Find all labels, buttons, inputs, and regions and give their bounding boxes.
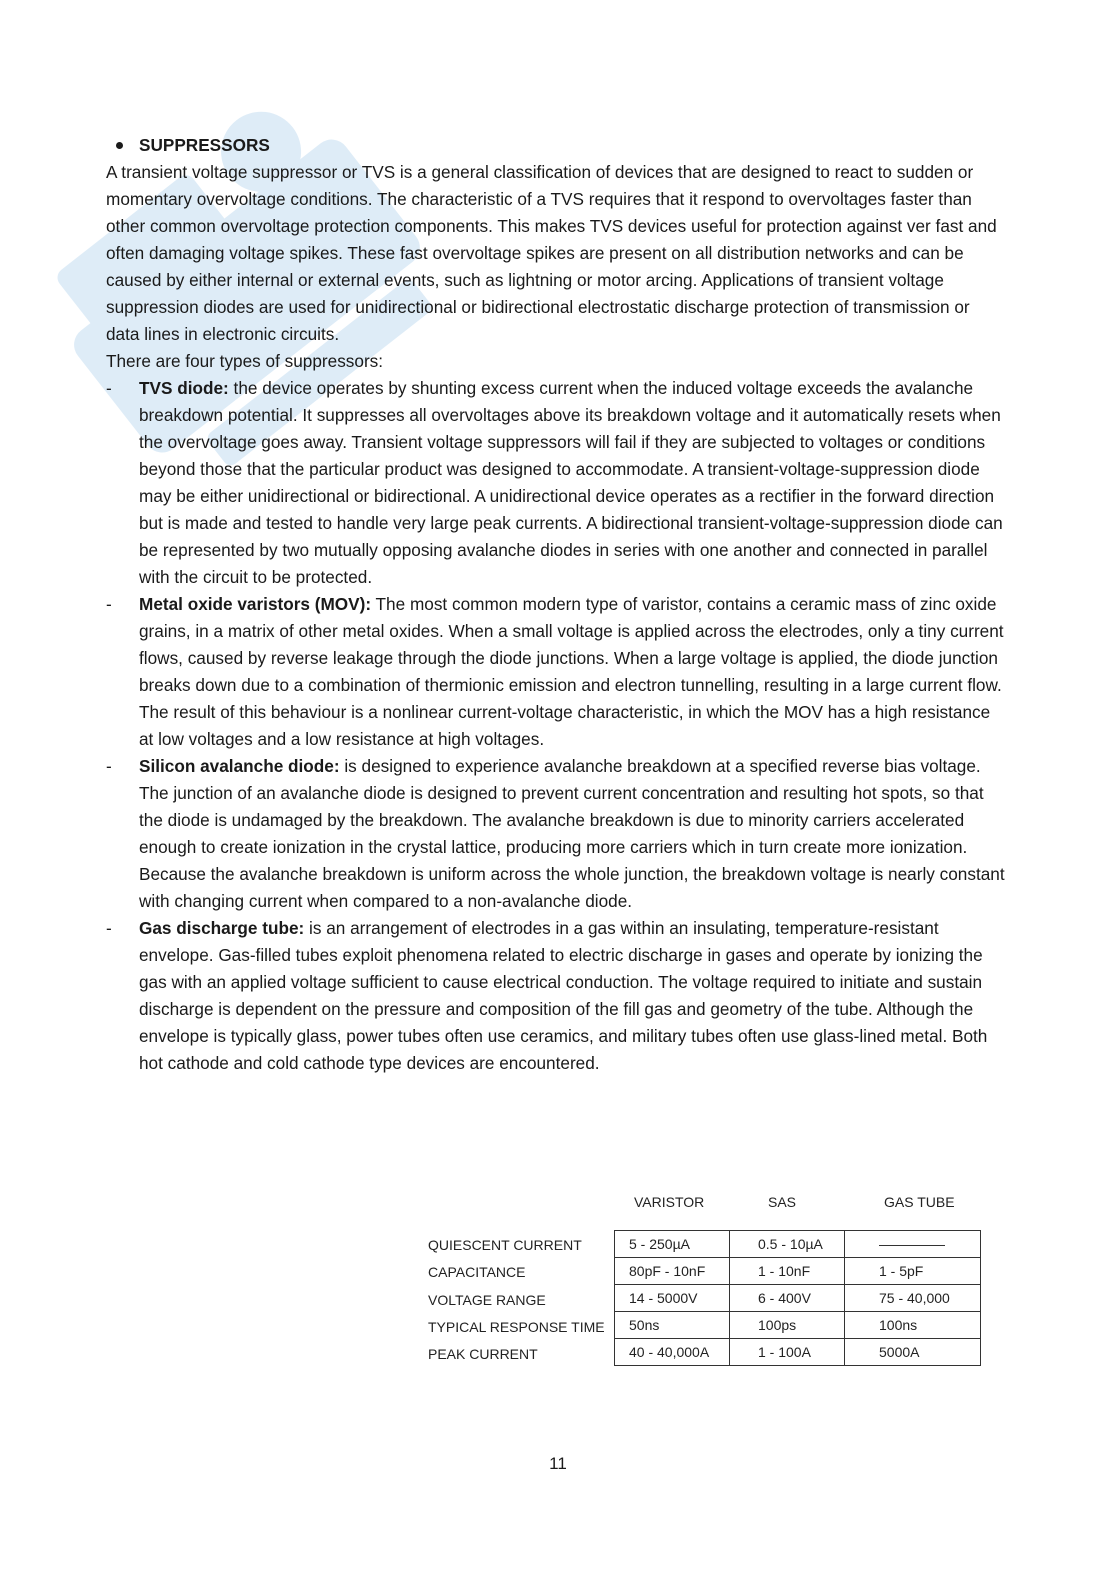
table-cell: 100ps	[730, 1312, 845, 1339]
column-header-sas: SAS	[768, 1194, 797, 1210]
dash-icon: -	[106, 756, 112, 776]
table-row	[615, 1339, 981, 1366]
intro-paragraph: A transient voltage suppressor or TVS is a general classification of devices that are designed to react to sudden or momentary overvoltage conditions. The characteristic of a TVS requires that it respond to overvoltages faster than other common overvoltage protection components. This makes TVS devices useful for protection against ver fast and often damaging voltage spikes. These fast overvoltage spikes are present on all distribution networks and can be caused by either internal or external events, such as lightning or motor arcing. Applications of transient voltage suppression diodes are used for unidirectional or bidirectional electrostatic discharge protection of transmission or data lines in electronic circuits.	[106, 162, 997, 344]
table-cell: 1 - 5pF	[845, 1258, 981, 1285]
description: the device operates by shunting excess current when the induced voltage exceeds the avalanche breakdown potential. It suppresses all overvoltages above its breakdown voltage and it automatically resets when the overvoltage goes away. Transient voltage suppressors will fail if they are subjected to voltages or conditions beyond those that the particular product was designed to accommodate. A transient-voltage-suppression diode may be either unidirectional or bidirectional. A unidirectional device operates as a rectifier in the forward direction but is made and tested to handle very large peak currents. A bidirectional transient-voltage-suppression diode can be represented by two mutually opposing avalanche diodes in series with one another and connected in parallel with the circuit to be protected.	[139, 378, 1003, 587]
dash-icon: -	[106, 918, 112, 938]
list-item	[106, 375, 1006, 591]
table-row	[615, 1258, 981, 1285]
table-row	[615, 1285, 981, 1312]
term: Gas discharge tube:	[139, 918, 305, 938]
page-number: 11	[549, 1454, 567, 1473]
table-cell-empty	[845, 1231, 981, 1258]
table-cell: 75 - 40,000	[845, 1285, 981, 1312]
list-item	[106, 915, 1006, 1077]
table-cell: 40 - 40,000A	[615, 1339, 730, 1366]
table-cell: 1 - 100A	[730, 1339, 845, 1366]
table-cell: 80pF - 10nF	[615, 1258, 730, 1285]
list-item	[106, 591, 1006, 753]
dash-icon: -	[106, 594, 112, 614]
term: TVS diode:	[139, 378, 229, 398]
column-header-gas-tube: GAS TUBE	[884, 1194, 955, 1210]
suppressor-types-list	[106, 375, 1006, 1077]
term: Metal oxide varistors (MOV):	[139, 594, 372, 614]
row-label: QUIESCENT CURRENT	[428, 1237, 582, 1253]
table-row	[615, 1231, 981, 1258]
table-cell: 100ns	[845, 1312, 981, 1339]
table-cell: 5000A	[845, 1339, 981, 1366]
description: The most common modern type of varistor, contains a ceramic mass of zinc oxide grains, in a matrix of other metal oxides. When a small voltage is applied across the electrodes, only a tiny current flows, caused by reverse leakage through the diode junctions. When a large voltage is applied, the diode junction breaks down due to a combination of thermionic emission and electron tunnelling, resulting in a large current flow. The result of this behaviour is a nonlinear current-voltage characteristic, in which the MOV has a high resistance at low voltages and a low resistance at high voltages.	[139, 594, 1004, 749]
section-title: SUPPRESSORS	[139, 135, 270, 155]
table-cell: 6 - 400V	[730, 1285, 845, 1312]
bullet-icon	[116, 142, 123, 149]
document-body	[106, 132, 1006, 1077]
list-item	[106, 753, 1006, 915]
term: Silicon avalanche diode:	[139, 756, 340, 776]
table-cell: 1 - 10nF	[730, 1258, 845, 1285]
types-intro: There are four types of suppressors:	[106, 351, 384, 371]
section-heading	[106, 132, 1006, 159]
table-cell: 50ns	[615, 1312, 730, 1339]
description: is an arrangement of electrodes in a gas within an insulating, temperature-resistant envelope. Gas-filled tubes exploit phenomena related to electric discharge in gases and operate by ionizing the gas with an applied voltage sufficient to cause electrical conduction. The voltage required to initiate and sustain discharge is dependent on the pressure and composition of the fill gas and geometry of the tube. Although the envelope is typically glass, power tubes often use ceramics, and military tubes often use glass-lined metal. Both hot cathode and cold cathode type devices are encountered.	[139, 918, 988, 1073]
empty-value-line	[879, 1245, 945, 1246]
column-header-varistor: VARISTOR	[634, 1194, 705, 1210]
row-label: VOLTAGE RANGE	[428, 1292, 546, 1308]
table-cell: 0.5 - 10µA	[730, 1231, 845, 1258]
comparison-grid	[614, 1230, 981, 1366]
table-cell: 14 - 5000V	[615, 1285, 730, 1312]
row-label: TYPICAL RESPONSE TIME	[428, 1319, 605, 1335]
table-cell: 5 - 250µA	[615, 1231, 730, 1258]
row-label: CAPACITANCE	[428, 1264, 526, 1280]
description: is designed to experience avalanche breakdown at a specified reverse bias voltage. The junction of an avalanche diode is designed to prevent current concentration and resulting hot spots, so that the diode is undamaged by the breakdown. The avalanche breakdown is due to minority carriers accelerated enough to create ionization in the crystal lattice, producing more carriers which in turn create more ionization. Because the avalanche breakdown is uniform across the whole junction, the breakdown voltage is nearly constant with changing current when compared to a non-avalanche diode.	[139, 756, 1005, 911]
dash-icon: -	[106, 378, 112, 398]
row-label: PEAK CURRENT	[428, 1346, 538, 1362]
table-row	[615, 1312, 981, 1339]
